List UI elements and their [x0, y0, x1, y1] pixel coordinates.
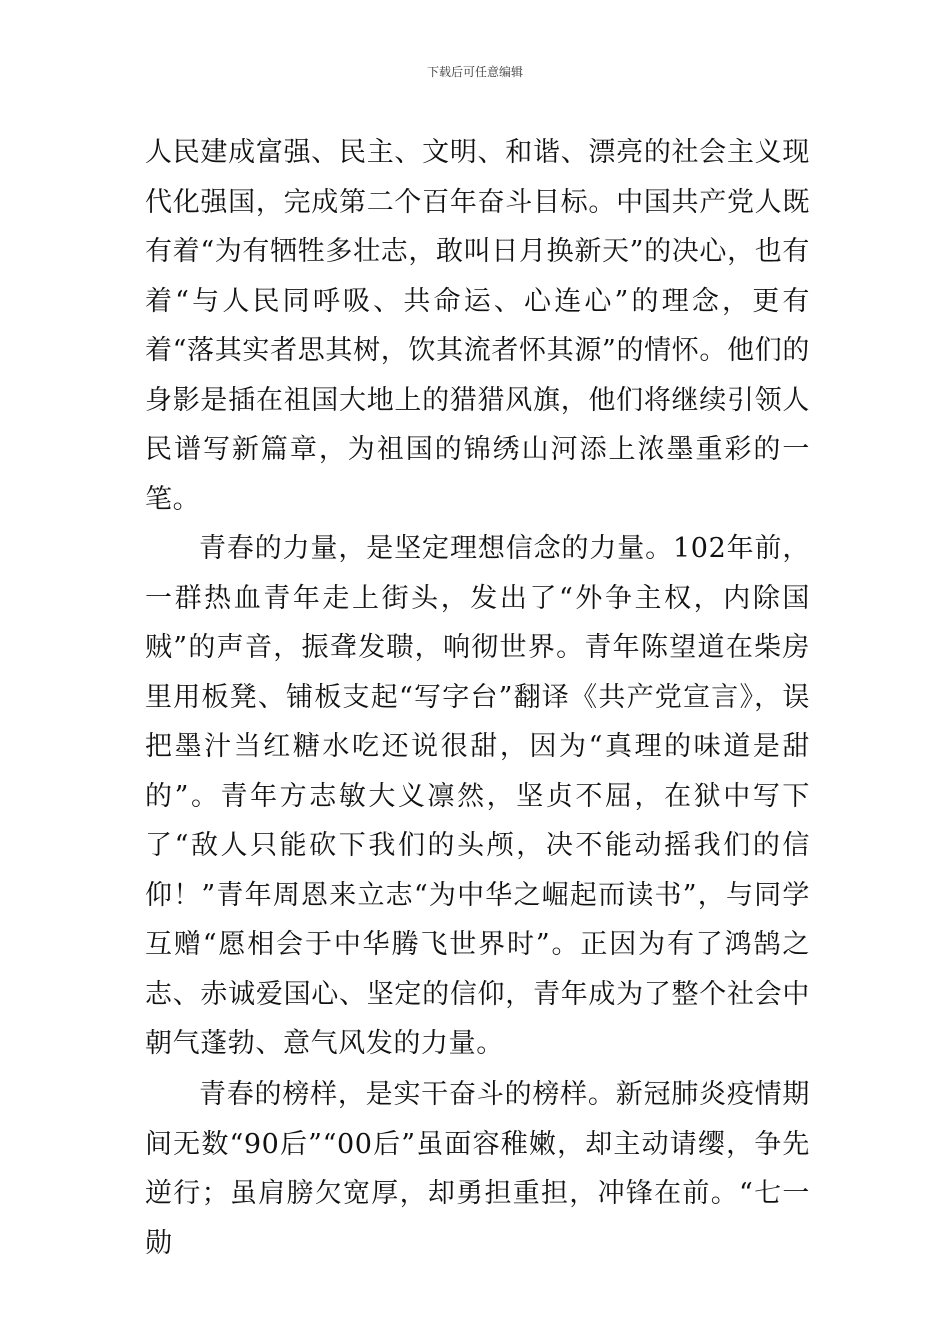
paragraph-text: 青春的榜样，是实干奋斗的榜样。新冠肺炎疫情期间无数“90后”“00后”虽面容稚嫩，却主动请缨，争先逆行；虽肩膀欠宽厚，却勇担重担，冲锋在前。“七一勋: [145, 1079, 810, 1259]
body-paragraph-3: [145, 1070, 810, 1268]
page-header-note: 下载后可任意编辑: [426, 65, 523, 79]
paragraph-text: 青春的力量，是坚定理想信念的力量。102年前，一群热血青年走上街头，发出了“外争主权，内除国贼”的声音，振聋发聩，响彻世界。青年陈望道在柴房里用板凳、铺板支起“写字台”翻译《共产党宣言》，误把墨汁当红糖水吃还说很甜，因为“真理的味道是甜的”。青年方志敏大义凛然，坚贞不屈，在狱中写下了“敌人只能砍下我们的头颅，决不能动摇我们的信仰！”青年周恩来立志“为中华之崛起而读书”，与同学互赠“愿相会于中华腾飞世界时”。正因为有了鸿鹄之志、赤诚爱国心、坚定的信仰，青年成为了整个社会中朝气蓬勃、意气风发的力量。: [145, 533, 810, 1059]
body-paragraph-2: [145, 524, 810, 1069]
paragraph-text: 人民建成富强、民主、文明、和谐、漂亮的社会主义现代化强国，完成第二个百年奋斗目标。中国共产党人既有着“为有牺牲多壮志，敢叫日月换新天”的决心，也有着“与人民同呼吸、共命运、心连心”的理念，更有着“落其实者思其树，饮其流者怀其源”的情怀。他们的身影是插在祖国大地上的猎猎风旗，他们将继续引领人民谱写新篇章，为祖国的锦绣山河添上浓墨重彩的一笔。: [145, 137, 810, 515]
body-paragraph-1: [145, 128, 810, 524]
